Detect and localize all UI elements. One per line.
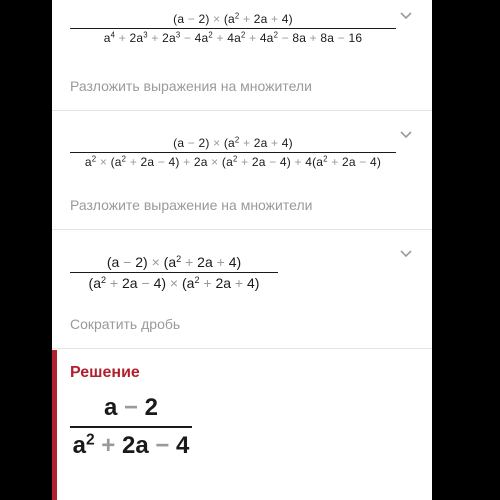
chevron-down-icon[interactable] [400,12,412,24]
solution-section [52,350,432,500]
solution-numerator: a − 2 [103,394,159,421]
step-2-hint: Разложите выражение на множители [70,197,313,213]
solution-title: Решение [70,364,140,381]
step-1-denominator: $a^4 + 2a^3 + 2a^3 - 4a^2 + 4a^2 + 4a^2 - 8a + 8a - 16$ [103,30,363,45]
step-2-denominator: $a^2 \times (a^2 + 2a - 4) + 2a \times (a^2 + 2a - 4) + 4(a^2 + 2a - 4)$ [84,154,382,169]
step-3-hint: Сократить дробь [70,316,181,332]
fraction-bar [70,152,396,153]
fraction-bar [70,272,278,273]
solution-accent-bar [52,350,57,500]
solution-fraction [70,394,192,460]
step-1-fraction [70,12,396,45]
divider [52,229,432,230]
divider [52,348,432,349]
fraction-bar [70,426,192,428]
step-3-numerator: $(a - 2) \times (a^2 + 2a + 4)$ [106,254,242,270]
step-2-fraction [70,136,396,169]
chevron-down-icon[interactable] [400,131,412,143]
step-3-denominator: $(a^2 + 2a - 4) \times (a^2 + 2a + 4)$ [88,275,260,291]
step-3-fraction [70,254,278,291]
solution-steps-panel [52,0,432,500]
solution-denominator: $a^2 + 2a - 4$ [72,431,190,459]
divider [52,110,432,111]
step-1-numerator: $(a - 2) \times (a^2 + 2a + 4)$ [173,11,293,26]
chevron-down-icon[interactable] [400,250,412,262]
fraction-bar [70,28,396,29]
step-2-numerator: $(a - 2) \times (a^2 + 2a + 4)$ [173,135,293,150]
step-1-hint: Разложить выражения на множители [70,78,312,94]
